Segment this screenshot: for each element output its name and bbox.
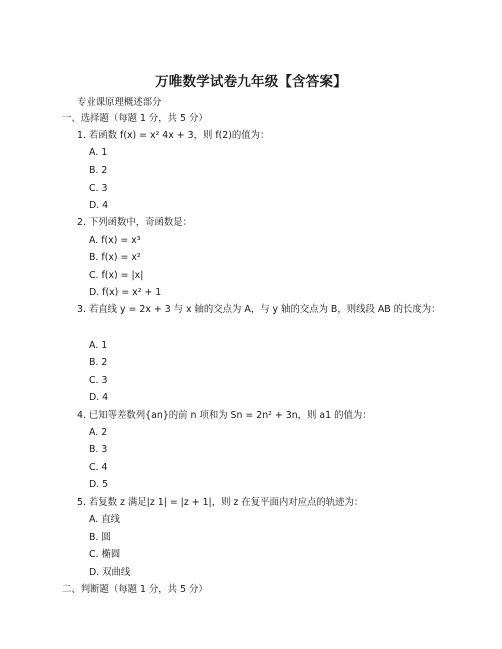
option: A. 2	[89, 427, 108, 438]
question-stem: 1. 若函数 f(x) = x² 4x + 3，则 f(2)的值为：	[77, 130, 270, 141]
question-stem: 4. 已知等差数列{an}的前 n 项和为 Sn = 2n² + 3n，则 a1 的值为：	[77, 410, 372, 421]
subtitle: 专业课原理概述部分	[77, 97, 162, 108]
option: A. 1	[89, 340, 108, 351]
option: C. 椭圆	[89, 549, 121, 560]
option: B. 2	[89, 165, 108, 176]
option: D. 4	[89, 392, 109, 403]
option: D. 双曲线	[89, 567, 131, 578]
option: C. 3	[89, 183, 108, 194]
question-stem: 5. 若复数 z 满足|z 1| = |z + 1|，则 z 在复平面内对应点的轨迹为：	[77, 497, 364, 508]
document-title: 万唯数学试卷九年级【含答案】	[155, 74, 347, 90]
option: B. 圆	[89, 532, 111, 543]
option: B. 2	[89, 357, 108, 368]
option: B. 3	[89, 444, 108, 455]
option: A. 直线	[89, 514, 120, 525]
option: D. f(x) = x² + 1	[89, 287, 162, 298]
option: D. 5	[89, 479, 109, 490]
option: C. f(x) = |x|	[89, 270, 144, 281]
option: B. f(x) = x²	[89, 252, 141, 263]
option: C. 3	[89, 375, 108, 386]
question-stem: 3. 若直线 y = 2x + 3 与 x 轴的交点为 A，与 y 轴的交点为 B，则线段 AB 的长度为：	[77, 304, 441, 315]
question-stem: 2. 下列函数中，奇函数是：	[77, 217, 193, 228]
option: D. 4	[89, 200, 109, 211]
option: C. 4	[89, 462, 108, 473]
option: A. 1	[89, 147, 108, 158]
section-heading-choice: 一、选择题（每题 1 分，共 5 分）	[62, 113, 208, 124]
option: A. f(x) = x³	[89, 235, 141, 246]
section-heading-judgment: 二、判断题（每题 1 分，共 5 分）	[62, 584, 208, 595]
